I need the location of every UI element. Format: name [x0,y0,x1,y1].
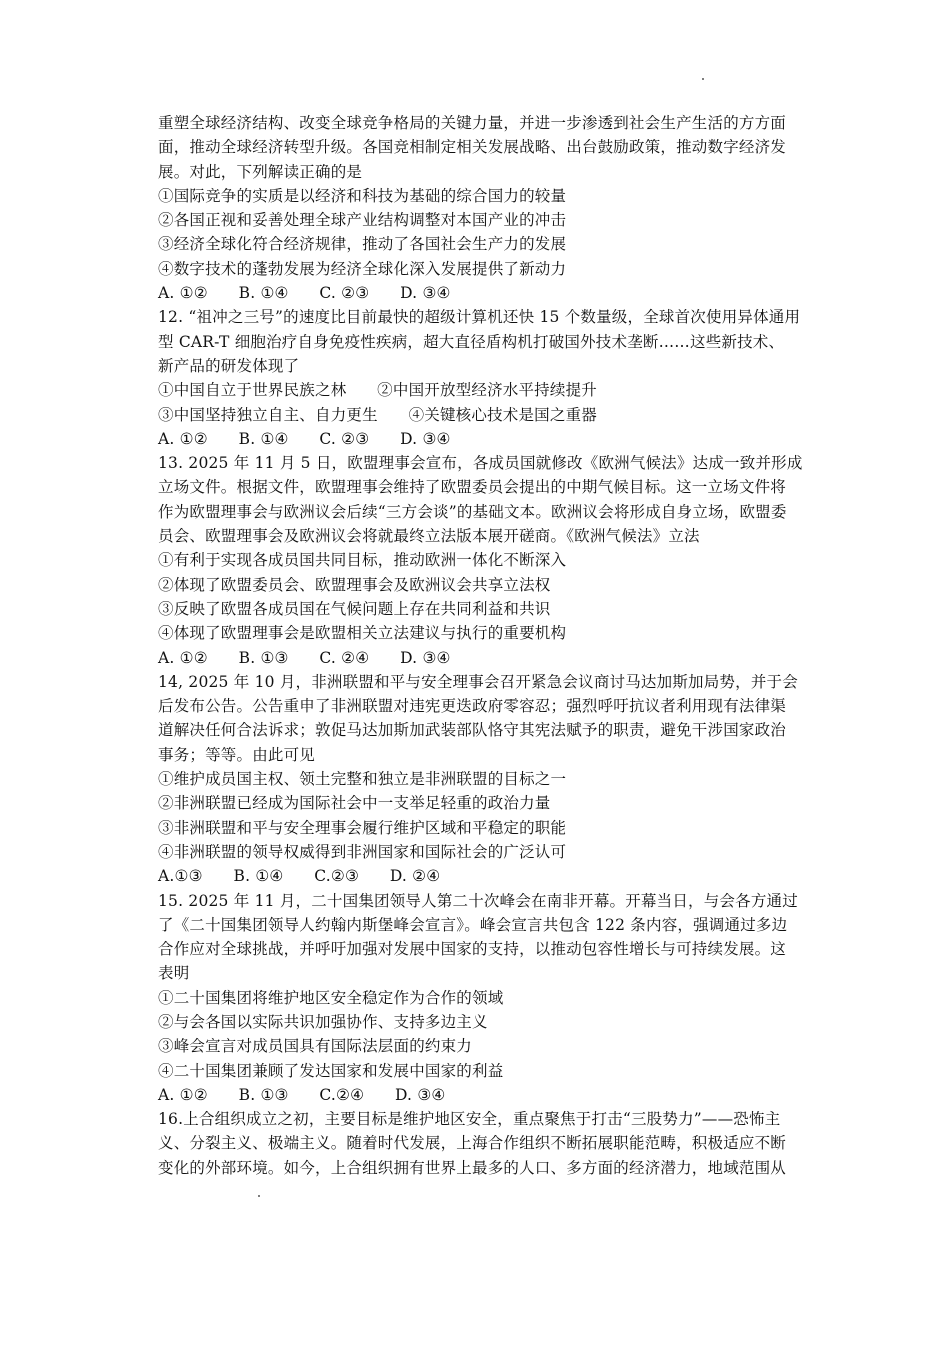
scan-dot-top [702,78,704,80]
question-16-text: 16.上合组织成立之初，主要目标是维护地区安全，重点聚焦于打击“三股势力”——恐怖主 [158,1110,781,1129]
option-line: ④二十国集团兼顾了发达国家和发展中国家的利益 [158,1061,504,1080]
option-line: ②与会各国以实际共识加强协作、支持多边主义 [158,1012,488,1031]
option-line: ①二十国集团将维护地区安全稳定作为合作的领域 [158,988,504,1007]
text-line: 义、分裂主义、极端主义。随着时代发展，上海合作组织不断拓展职能范畴，积极适应不断 [158,1134,787,1153]
answer-choices: A.①③ B. ①④ C.②③ D. ②④ [158,867,441,886]
text-line: 型 CAR-T 细胞治疗自身免疫性疾病，超大直径盾构机打破国外技术垄断……这些新技术、 [158,332,785,351]
text-line: 合作应对全球挑战，并呼吁加强对发展中国家的支持，以推动包容性增长与可持续发展。这 [158,940,787,959]
text-line: 新产品的研发体现了 [158,356,300,375]
option-line: ①维护成员国主权、领土完整和独立是非洲联盟的目标之一 [158,770,567,789]
text-line: 道解决任何合法诉求；敦促马达加斯加武装部队恪守其宪法赋予的职责，避免干涉国家政治 [158,721,787,740]
scan-dot-bottom [258,1195,260,1197]
option-line: ①国际竞争的实质是以经济和科技为基础的综合国力的较量 [158,186,567,205]
question-12-text: 12. “祖冲之三号”的速度比目前最快的超级计算机还快 15 个数量级，全球首次使用异体通用 [158,308,801,327]
option-line: ③反映了欧盟各成员国在气候问题上存在共同利益和共识 [158,599,551,618]
option-line: ②体现了欧盟委员会、欧盟理事会及欧洲议会共享立法权 [158,575,551,594]
option-line: ④数字技术的蓬勃发展为经济全球化深入发展提供了新动力 [158,259,567,278]
text-line: 重塑全球经济结构、改变全球竞争格局的关键力量，并进一步渗透到社会生产生活的方方面 [158,114,787,132]
answer-choices: A. ①② B. ①③ C. ②④ D. ③④ [158,648,451,667]
option-line: ④体现了欧盟理事会是欧盟相关立法建议与执行的重要机构 [158,624,567,643]
document-body [158,111,808,1180]
question-14-text: 14, 2025 年 10 月，非洲联盟和平与安全理事会召开紧急会议商讨马达加斯加局势，并于会 [158,672,798,691]
answer-choices: A. ①② B. ①④ C. ②③ D. ③④ [158,284,451,303]
text-line: 立场文件。根据文件，欧盟理事会维持了欧盟委员会提出的中期气候目标。这一立场文件将 [158,478,787,497]
option-line: ③峰会宣言对成员国具有国际法层面的约束力 [158,1037,473,1056]
text-line: 变化的外部环境。如今，上合组织拥有世界上最多的人口、多方面的经济潜力，地域范围从 [158,1158,787,1177]
question-13-text: 13. 2025 年 11 月 5 日，欧盟理事会宣布，各成员国就修改《欧洲气候法》达成一致并形成 [158,454,803,473]
answer-choices: A. ①② B. ①③ C.②④ D. ③④ [158,1085,446,1104]
option-line: ②各国正视和妥善处理全球产业结构调整对本国产业的冲击 [158,211,567,230]
option-line: ③经济全球化符合经济规律，推动了各国社会生产力的发展 [158,235,567,254]
text-line: 后发布公告。公告重申了非洲联盟对违宪更迭政府零容忍；强烈呼吁抗议者利用现有法律渠 [158,697,787,716]
option-line: ③非洲联盟和平与安全理事会履行维护区域和平稳定的职能 [158,818,567,837]
option-line: ④非洲联盟的领导权威得到非洲国家和国际社会的广泛认可 [158,842,567,861]
option-line: ①有利于实现各成员国共同目标，推动欧洲一体化不断深入 [158,551,567,570]
text-line: 面，推动全球经济转型升级。各国竞相制定相关发展战略、出台鼓励政策，推动数字经济发 [158,138,787,157]
option-line: ③中国坚持独立自主、自力更生 ④关键核心技术是国之重器 [158,405,597,424]
text-line: 表明 [158,964,190,983]
text-line: 了《二十国集团领导人约翰内斯堡峰会宣言》。峰会宣言共包含 122 条内容，强调通过多边 [158,915,788,934]
text-line: 事务；等等。由此可见 [158,745,316,764]
option-line: ①中国自立于世界民族之林 ②中国开放型经济水平持续提升 [158,381,597,400]
option-line: ②非洲联盟已经成为国际社会中一支举足轻重的政治力量 [158,794,551,813]
text-line: 员会、欧盟理事会及欧洲议会将就最终立法版本展开磋商。《欧洲气候法》立法 [158,527,700,546]
question-15-text: 15. 2025 年 11 月，二十国集团领导人第二十次峰会在南非开幕。开幕当日，与会各方通过 [158,891,798,910]
text-line: 展。对此，下列解读正确的是 [158,162,363,181]
text-line: 作为欧盟理事会与欧洲议会后续“三方会谈”的基础文本。欧洲议会将形成自身立场，欧盟委 [158,502,787,521]
answer-choices: A. ①② B. ①④ C. ②③ D. ③④ [158,429,451,448]
